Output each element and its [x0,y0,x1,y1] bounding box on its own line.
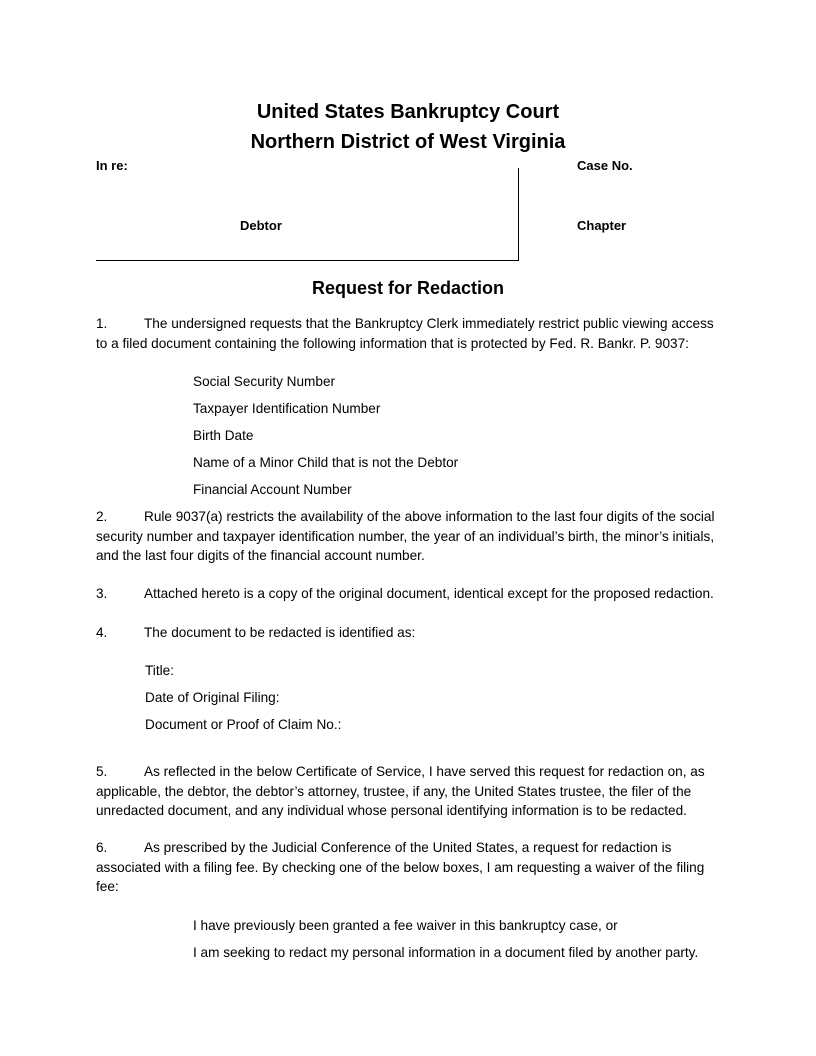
chapter-label: Chapter [577,218,627,233]
paragraph-2 [96,507,720,566]
paragraph-3 [96,584,736,604]
info-item-minor-child: Name of a Minor Child that is not the Debtor [193,455,459,470]
case-no-label: Case No. [577,158,633,173]
info-item-tin: Taxpayer Identification Number [193,401,381,416]
paragraph-text: The document to be redacted is identified as: [144,625,416,640]
caption-vertical-rule [518,168,519,260]
paragraph-text: Rule 9037(a) restricts the availability of the above information to the last four digits of the social security number and taxpayer identification number, the year of an individual’s birth, the minor’s initials, and the last four digits of the financial account number. [96,509,715,563]
info-item-financial-account: Financial Account Number [193,482,352,497]
paragraph-text: Attached hereto is a copy of the original document, identical except for the proposed redaction. [144,586,714,601]
paragraph-number: 5. [96,764,108,779]
field-date-original-filing: Date of Original Filing: [145,690,280,705]
in-re-label: In re: [96,158,128,173]
paragraph-1 [96,314,720,353]
paragraph-number: 1. [96,316,108,331]
info-item-ssn: Social Security Number [193,374,336,389]
field-title: Title: [145,663,174,678]
district-name: Northern District of West Virginia [250,131,566,153]
paragraph-number: 2. [96,509,108,524]
caption-horizontal-rule [96,260,519,261]
paragraph-text: As reflected in the below Certificate of Service, I have served this request for redaction on, as applicable, the debtor, the debtor’s attorney, trustee, if any, the United States trustee, the filer of the unredacted document, and any individual whose personal identifying information is to be redacted. [96,764,705,818]
paragraph-text: The undersigned requests that the Bankruptcy Clerk immediately restrict public viewing access to a filed document containing the following information that is protected by Fed. R. Bankr. P. 9037: [96,316,714,351]
paragraph-5 [96,762,720,821]
waiver-option-previous: I have previously been granted a fee waiver in this bankruptcy case, or [193,918,618,933]
debtor-label: Debtor [240,218,282,233]
paragraph-number: 6. [96,840,108,855]
field-document-no: Document or Proof of Claim No.: [145,717,342,732]
court-name: United States Bankruptcy Court [256,101,560,123]
paragraph-number: 3. [96,586,108,601]
info-item-birth-date: Birth Date [193,428,254,443]
paragraph-4 [96,623,720,643]
waiver-option-another-party: I am seeking to redact my personal information in a document filed by another party. [193,945,699,960]
paragraph-number: 4. [96,625,108,640]
paragraph-text: As prescribed by the Judicial Conference of the United States, a request for redaction is associated with a filing fee. By checking one of the below boxes, I am requesting a waiver of the filing fee: [96,840,705,894]
paragraph-6 [96,838,720,897]
document-title: Request for Redaction [311,278,505,298]
